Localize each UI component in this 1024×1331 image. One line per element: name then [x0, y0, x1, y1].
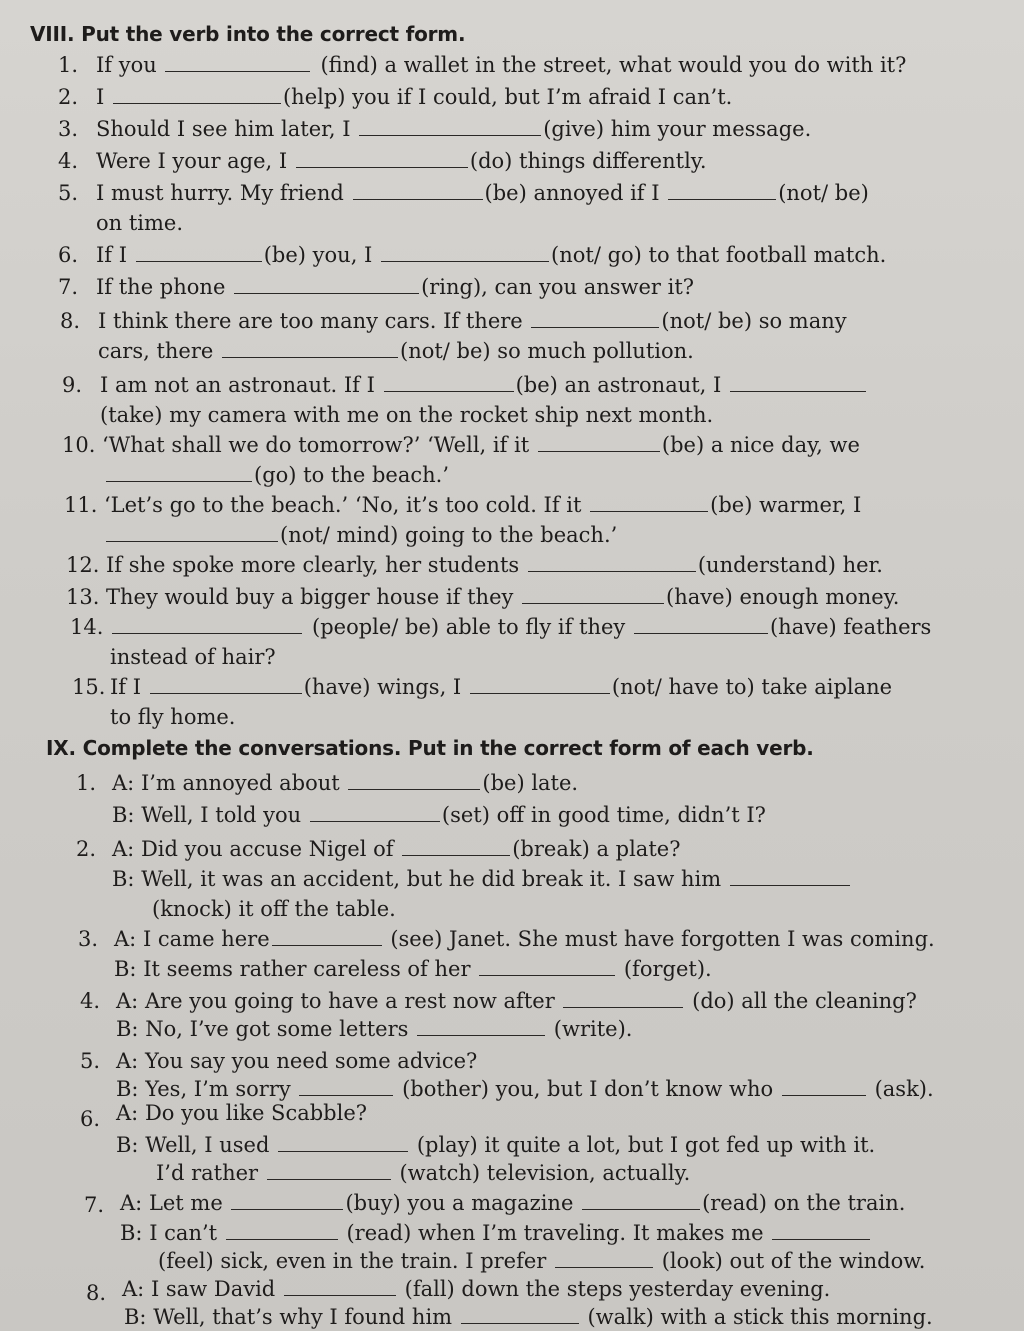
item-number: 15. [72, 675, 106, 699]
item-text: I think there are too many cars. If there [98, 309, 523, 333]
section-8-heading: VIII. Put the verb into the correct form. [30, 22, 466, 46]
item-text: Well, I told you [141, 803, 302, 827]
answer-blank[interactable] [538, 433, 660, 452]
speaker-label: B: [120, 1221, 143, 1245]
item-number: 8. [86, 1281, 107, 1305]
item-text: You say you need some advice? [144, 1049, 478, 1073]
answer-blank[interactable] [461, 1305, 579, 1324]
item-text: Do you like Scabble? [144, 1101, 368, 1125]
speaker-label: B: [112, 867, 135, 891]
answer-blank[interactable] [296, 149, 468, 168]
answer-blank[interactable] [299, 1077, 393, 1096]
item-number: 6. [58, 243, 79, 267]
speaker-label: A: [116, 1049, 139, 1073]
answer-blank[interactable] [555, 1249, 653, 1268]
item-text: (be) late. [482, 771, 579, 795]
item-text: Are you going to have a rest now after [144, 989, 555, 1013]
answer-blank[interactable] [284, 1277, 396, 1296]
item-number: 2. [76, 837, 97, 861]
speaker-label: A: [112, 771, 135, 795]
item-text: I saw David [150, 1277, 276, 1301]
item-number: 7. [84, 1193, 105, 1217]
answer-blank[interactable] [106, 523, 278, 542]
item-number: 10. [62, 433, 96, 457]
speaker-label: B: [116, 1017, 139, 1041]
answer-blank[interactable] [590, 493, 708, 512]
answer-blank[interactable] [106, 463, 252, 482]
item-text: (people/ be) able to fly if they [312, 615, 626, 639]
item-text: (see) Janet. She must have forgotten I was coming. [390, 927, 935, 951]
item-text: (knock) it off the table. [152, 897, 396, 921]
answer-blank[interactable] [112, 615, 302, 634]
item-text: (do) all the cleaning? [692, 989, 917, 1013]
item-number: 13. [66, 585, 100, 609]
item-text: instead of hair? [110, 645, 276, 669]
answer-blank[interactable] [582, 1191, 700, 1210]
item-text: Well, it was an accident, but he did break it. I saw him [141, 867, 722, 891]
item-number: 9. [62, 373, 83, 397]
answer-blank[interactable] [384, 373, 514, 392]
item-text: (have) wings, I [303, 675, 462, 699]
speaker-label: B: [114, 957, 137, 981]
answer-blank[interactable] [417, 1017, 545, 1036]
answer-blank[interactable] [165, 53, 310, 72]
section-9-heading: IX. Complete the conversations. Put in the correct form of each verb. [46, 736, 814, 760]
speaker-label: A: [112, 837, 135, 861]
item-number: 5. [58, 181, 79, 205]
item-text: (do) things differently. [469, 149, 707, 173]
item-text: (give) him your message. [543, 117, 812, 141]
speaker-label: B: [116, 1077, 139, 1101]
item-text: (buy) you a magazine [345, 1191, 574, 1215]
item-number: 4. [58, 149, 79, 173]
item-text: (find) a wallet in the street, what would you do with it? [320, 53, 907, 77]
item-text: (walk) with a stick this morning. [587, 1305, 933, 1329]
item-text: (look) out of the window. [661, 1249, 926, 1273]
answer-blank[interactable] [479, 957, 615, 976]
item-number: 7. [58, 275, 79, 299]
item-text: Yes, I’m sorry [145, 1077, 291, 1101]
answer-blank[interactable] [730, 867, 850, 886]
item-number: 1. [76, 771, 97, 795]
item-text: If she spoke more clearly, her students [106, 553, 520, 577]
answer-blank[interactable] [563, 989, 683, 1008]
item-text: (not/ be) so many [661, 309, 847, 333]
answer-blank[interactable] [234, 275, 419, 294]
speaker-label: B: [112, 803, 135, 827]
item-text: If the phone [96, 275, 226, 299]
item-text: (be) warmer, I [710, 493, 862, 517]
speaker-label: B: [124, 1305, 147, 1329]
item-text: I [96, 85, 105, 109]
answer-blank[interactable] [730, 373, 866, 392]
item-text: (be) annoyed if I [484, 181, 660, 205]
answer-blank[interactable] [402, 837, 510, 856]
item-text: (write). [553, 1017, 633, 1041]
item-text: on time. [96, 211, 184, 235]
speaker-label: A: [120, 1191, 143, 1215]
item-text: to fly home. [110, 705, 236, 729]
item-text: (read) on the train. [702, 1191, 906, 1215]
item-text: (be) an astronaut, I [515, 373, 722, 397]
item-text: If I [96, 243, 128, 267]
speaker-label: A: [116, 989, 139, 1013]
item-text: (have) enough money. [666, 585, 900, 609]
answer-blank[interactable] [113, 85, 281, 104]
item-text: (break) a plate? [512, 837, 681, 861]
item-text: (set) off in good time, didn’t I? [441, 803, 766, 827]
item-text: (not/ be) [778, 181, 869, 205]
item-text: They would buy a bigger house if they [106, 585, 514, 609]
item-text: (take) my camera with me on the rocket ship next month. [100, 403, 714, 427]
item-number: 2. [58, 85, 79, 109]
item-number: 11. [64, 493, 98, 517]
answer-blank[interactable] [668, 181, 776, 200]
item-text: Were I your age, I [96, 149, 288, 173]
item-text: (read) when I’m traveling. It makes me [346, 1221, 764, 1245]
answer-blank[interactable] [470, 675, 610, 694]
answer-blank[interactable] [226, 1221, 338, 1240]
answer-blank[interactable] [528, 553, 696, 572]
item-text: I’d rather [156, 1161, 259, 1185]
item-number: 3. [58, 117, 79, 141]
item-text: (watch) television, actually. [399, 1161, 691, 1185]
item-text: Should I see him later, I [96, 117, 351, 141]
item-text: Well, that’s why I found him [153, 1305, 453, 1329]
item-text: I can’t [149, 1221, 218, 1245]
item-text: (not/ have to) take aiplane [611, 675, 893, 699]
answer-blank[interactable] [136, 243, 262, 262]
item-text: (play) it quite a lot, but I got fed up with it. [416, 1133, 876, 1157]
answer-blank[interactable] [359, 117, 541, 136]
speaker-label: B: [116, 1133, 139, 1157]
item-number: 1. [58, 53, 79, 77]
answer-blank[interactable] [222, 339, 398, 358]
answer-blank[interactable] [272, 927, 382, 946]
item-text: If I [110, 675, 142, 699]
item-text: I came here [142, 927, 270, 951]
item-number: 14. [70, 615, 104, 639]
item-text: (bother) you, but I don’t know who [402, 1077, 774, 1101]
speaker-label: A: [114, 927, 137, 951]
item-number: 6. [80, 1107, 101, 1131]
answer-blank[interactable] [634, 615, 768, 634]
item-text: (help) you if I could, but I’m afraid I can’t. [282, 85, 733, 109]
item-text: If you [96, 53, 157, 77]
item-number: 5. [80, 1049, 101, 1073]
speaker-label: A: [122, 1277, 145, 1301]
answer-blank[interactable] [353, 181, 483, 200]
item-text: (not/ be) so much pollution. [400, 339, 694, 363]
item-text: (be) a nice day, we [661, 433, 860, 457]
item-text: I am not an astronaut. If I [100, 373, 375, 397]
item-text: (understand) her. [697, 553, 883, 577]
answer-blank[interactable] [310, 803, 440, 822]
item-text: (not/ go) to that football match. [551, 243, 887, 267]
item-text: I’m annoyed about [140, 771, 340, 795]
item-number: 8. [60, 309, 81, 333]
answer-blank[interactable] [531, 309, 659, 328]
item-text: No, I’ve got some letters [145, 1017, 409, 1041]
item-text: (fall) down the steps yesterday evening. [404, 1277, 831, 1301]
item-text: Well, I used [145, 1133, 270, 1157]
item-text: I must hurry. My friend [96, 181, 344, 205]
answer-blank[interactable] [231, 1191, 343, 1210]
answer-blank[interactable] [782, 1077, 866, 1096]
item-text: (forget). [623, 957, 712, 981]
answer-blank[interactable] [150, 675, 302, 694]
item-text: (have) feathers [769, 615, 932, 639]
item-text: (go) to the beach.’ [254, 463, 449, 487]
item-number: 4. [80, 989, 101, 1013]
item-text: (be) you, I [263, 243, 373, 267]
item-text: (feel) sick, even in the train. I prefer [158, 1249, 547, 1273]
answer-blank[interactable] [267, 1161, 391, 1180]
item-text: ‘Let’s go to the beach.’ ‘No, it’s too cold. If it [104, 493, 582, 517]
answer-blank[interactable] [772, 1221, 870, 1240]
item-number: 12. [66, 553, 100, 577]
answer-blank[interactable] [348, 771, 480, 790]
item-text: (ring), can you answer it? [421, 275, 695, 299]
speaker-label: A: [116, 1101, 139, 1125]
answer-blank[interactable] [278, 1133, 408, 1152]
item-text: ‘What shall we do tomorrow?’ ‘Well, if it [102, 433, 530, 457]
answer-blank[interactable] [381, 243, 549, 262]
item-text: Did you accuse Nigel of [140, 837, 394, 861]
item-text: It seems rather careless of her [143, 957, 471, 981]
item-text: cars, there [98, 339, 214, 363]
item-number: 3. [78, 927, 99, 951]
item-text: Let me [148, 1191, 223, 1215]
answer-blank[interactable] [522, 585, 664, 604]
item-text: (ask). [874, 1077, 934, 1101]
item-text: (not/ mind) going to the beach.’ [280, 523, 618, 547]
